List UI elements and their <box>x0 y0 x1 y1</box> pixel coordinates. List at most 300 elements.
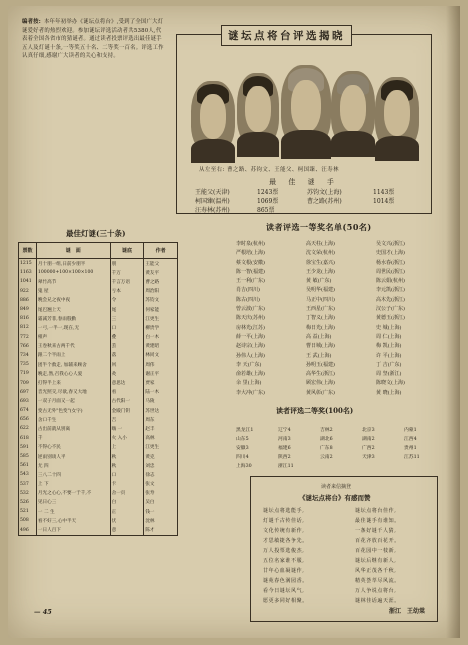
winner-name: 马正中(四川) <box>306 296 335 303</box>
poem-line: 谜坛点将台佳作, <box>355 508 397 514</box>
region-count: 四川4 <box>236 455 249 460</box>
riddle-author: 何家能 <box>144 305 178 314</box>
riddle-riddle-text: 团半个救走, 加辅来顾舍 <box>36 360 110 369</box>
region-count: 北京3 <box>362 428 375 433</box>
riddle-answer: 亏本 <box>110 287 144 296</box>
riddle-answer: 千万 <box>110 268 144 277</box>
list-item <box>236 361 448 370</box>
riddle-riddle-text: 上 下 <box>36 480 110 489</box>
region-count: 吉林2 <box>320 428 333 433</box>
table-row <box>19 525 178 535</box>
table-row <box>19 434 178 443</box>
winner-name: 俞若雄(上海) <box>236 371 265 378</box>
poem-author: 浙江 王幼棠 <box>388 608 425 615</box>
riddle-author: 沈林 <box>144 516 178 525</box>
table-row <box>19 369 178 378</box>
riddle-author: 江更生 <box>144 314 178 323</box>
table-row <box>19 516 178 525</box>
winner-name: 梅 凯(上海) <box>376 343 402 350</box>
winner-name: 周 仁(上海) <box>376 333 402 340</box>
region-count: 云南2 <box>320 455 333 460</box>
table-row <box>19 287 178 296</box>
winner-name: 房林光(江苏) <box>236 324 265 331</box>
riddle-author: 黄克 <box>144 452 178 461</box>
riddle-votes: 585 <box>19 452 37 461</box>
winner-name: 赵诗宗(上海) <box>236 343 265 350</box>
riddle-answer: 白 <box>110 498 144 507</box>
riddle-riddle-text: 三八二十四 <box>36 470 110 479</box>
list-item <box>236 352 448 361</box>
riddle-votes: 543 <box>19 470 37 479</box>
riddle-votes: 537 <box>19 480 37 489</box>
winner-name: 高天柱(上海) <box>306 241 335 247</box>
region-count: 江苏11 <box>404 455 420 460</box>
riddle-author: 曹之路 <box>144 277 178 286</box>
winner-name: 沈文荣(杭州) <box>306 250 335 257</box>
riddle-answer: 千言万语 <box>110 277 144 286</box>
poem-kicker: 读者来信摘登 <box>321 484 352 490</box>
winner-row <box>195 187 421 196</box>
region-count: 天津3 <box>362 455 375 460</box>
region-count <box>362 462 404 471</box>
winner-name: 余 里(上海) <box>236 380 262 387</box>
winner-votes: 1143票 <box>373 189 395 196</box>
riddle-votes: 697 <box>19 388 37 397</box>
best-riddles-title: 最佳灯谜(三十条) <box>66 229 126 238</box>
region-count: 陕西2 <box>278 455 291 460</box>
list-item <box>236 462 448 471</box>
table-row <box>19 323 178 332</box>
riddle-answer: 灸 <box>110 369 144 378</box>
riddle-riddle-text: 不得心不民 <box>36 443 110 452</box>
riddle-riddle-text: 尤 四 <box>36 461 110 470</box>
winner-name: 王少龙(上海) <box>306 268 335 275</box>
table-header-row <box>19 243 178 259</box>
poem-line: 风华正茂各千秋, <box>355 568 397 574</box>
riddle-author: 柳贵学 <box>144 323 178 332</box>
table-row <box>19 378 178 387</box>
riddle-author: 钱一 <box>144 507 178 516</box>
poem-body <box>263 507 433 607</box>
riddle-answer: 夙 <box>110 360 144 369</box>
winner-name: 高木先(浙江) <box>376 296 405 303</box>
table-row <box>19 498 178 507</box>
riddle-riddle-text: 看不好三,心中半天 <box>36 516 110 525</box>
winner-name: 薛一平(上海) <box>236 333 265 340</box>
table-row <box>19 388 178 397</box>
table-row <box>19 305 178 314</box>
region-count: 安徽3 <box>236 446 249 451</box>
riddle-votes: 735 <box>19 360 37 369</box>
poem-line: 万人争说点将台, <box>355 588 397 594</box>
riddle-answer: 看 <box>110 388 144 397</box>
region-count: 山东5 <box>236 437 249 442</box>
winner-name: 黄 晓(上海) <box>376 389 402 396</box>
riddle-author: 谢正平 <box>144 369 178 378</box>
table-row <box>19 507 178 516</box>
riddle-answer: 嗨 一 <box>110 424 144 433</box>
table-row <box>19 277 178 286</box>
riddle-author: 张文 <box>144 480 178 489</box>
winner-votes: 1014票 <box>373 198 395 205</box>
winner-name: 黄德玉(浙江) <box>376 315 405 322</box>
riddle-author: 黄友平 <box>144 268 178 277</box>
column-header: 作者 <box>144 243 178 259</box>
list-item <box>236 444 448 453</box>
winner-name: 汉公子(广东) <box>376 306 405 313</box>
list-item <box>236 305 448 314</box>
riddle-answer: 尾 <box>110 305 144 314</box>
table-row <box>19 268 178 277</box>
riddle-author: 刘忠 <box>144 461 178 470</box>
winner-name: 许 平(上海) <box>376 352 402 359</box>
winner-name: 孙伟人(上海) <box>236 352 265 359</box>
best-riddles-section <box>18 228 178 616</box>
poem-line: 一条好谜千人猜, <box>355 528 397 534</box>
riddle-riddle-text: 晚走,然,召我心心人爱 <box>36 369 110 378</box>
riddle-votes: 532 <box>19 489 37 498</box>
riddle-votes: 622 <box>19 424 37 433</box>
winner-name: 杨水春(浙江) <box>376 259 405 266</box>
table-row <box>19 296 178 305</box>
winner-name: 王一利(广东) <box>236 278 265 285</box>
riddle-riddle-text: 一弓,一半一,现在,无 <box>36 323 110 332</box>
riddle-riddle-text: 一日人百下 <box>36 525 110 535</box>
riddle-answer: 上 <box>110 443 144 452</box>
riddle-riddle-text: 跟二个半雨上 <box>36 351 110 360</box>
riddle-riddle-text: 霜减芳菲,春雨殷勤 <box>36 314 110 323</box>
region-count <box>404 462 446 471</box>
second-prize-list <box>236 426 448 471</box>
photo-caption: 从左至右: 曹之路、苏钧文、王能父、柯国臻、汪寿林 <box>199 167 340 173</box>
riddle-answer: 吉 <box>110 415 144 424</box>
winner-name: 蔡文根(安徽) <box>236 259 265 266</box>
table-row <box>19 342 178 351</box>
portrait-5 <box>375 77 419 151</box>
poem-line: 文化传统有新作, <box>263 528 305 534</box>
region-count <box>320 462 362 471</box>
poem-line: 才思敏捷各争先。 <box>263 538 308 544</box>
winner-name: 王西星(广东) <box>306 306 335 313</box>
winner-name: 徐宝生(嘉兴) <box>306 259 335 266</box>
poem-line: 最佳谜手有谁知。 <box>355 518 400 524</box>
riddle-riddle-text: 舍口千生 <box>36 415 110 424</box>
riddle-answer: 意思达 <box>110 378 144 387</box>
riddle-riddle-text: 音光照交,尽欲,春又大地 <box>36 388 110 397</box>
riddle-riddle-text: 翠竹高节 <box>36 277 110 286</box>
poem-column <box>355 507 433 607</box>
list-item <box>236 324 448 333</box>
riddle-votes: 1041 <box>19 277 37 286</box>
poem-line: 谜坛后继有新人, <box>355 558 397 564</box>
table-row <box>19 489 178 498</box>
list-item <box>236 240 448 249</box>
winner-name: 吴明华(福建) <box>306 287 335 294</box>
riddle-votes: 922 <box>19 287 37 296</box>
table-row <box>19 314 178 323</box>
winner-name: 周 坚(浙江) <box>376 371 402 378</box>
riddle-votes: 772 <box>19 333 37 342</box>
list-item <box>236 259 448 268</box>
riddle-riddle-text: 100000+100×100×100 <box>36 268 110 277</box>
riddle-author: 赵丰 <box>144 424 178 433</box>
riddle-votes: 766 <box>19 342 37 351</box>
riddle-author: 张寿 <box>144 489 178 498</box>
region-count: 湖南2 <box>362 437 375 442</box>
poem-line: 百花齐放百花开。 <box>355 538 400 544</box>
results-box <box>176 30 432 214</box>
first-prize-list <box>236 240 448 398</box>
table-row <box>19 480 178 489</box>
winner-name: 陈一智(福建) <box>236 268 265 275</box>
portrait-4 <box>331 71 375 147</box>
list-item <box>236 370 448 379</box>
riddle-author: 徐志 <box>144 470 178 479</box>
riddle-answer: 秋 <box>110 461 144 470</box>
table-row <box>19 351 178 360</box>
table-row <box>19 406 178 415</box>
winner-name: 李时泉(杭州) <box>236 241 265 247</box>
region-count: 内蒙1 <box>404 428 417 433</box>
riddle-answer: 落 <box>110 351 144 360</box>
table-row <box>19 424 178 433</box>
poem-line: 百花园中一枝新, <box>355 548 397 554</box>
region-count: 黑龙江1 <box>236 428 254 433</box>
region-count: 福建6 <box>278 446 291 451</box>
riddle-author: 周东 <box>144 415 178 424</box>
riddle-answer: 金殿门钥 <box>110 406 144 415</box>
riddle-author: 林同文 <box>144 351 178 360</box>
riddle-riddle-text: 见日心三 <box>36 498 110 507</box>
poem-line: 愿更多同好相聚。 <box>263 598 308 604</box>
riddle-riddle-text: 相声 <box>36 333 110 342</box>
riddle-answer: 意 <box>110 525 144 535</box>
riddle-riddle-text: 古出前就从别离 <box>36 424 110 433</box>
riddle-votes: 1163 <box>19 268 37 277</box>
table-row <box>19 259 178 269</box>
list-item <box>236 333 448 342</box>
portrait-1 <box>191 81 235 153</box>
winner-name: 曾云波(广东) <box>236 306 265 313</box>
riddle-votes: 816 <box>19 314 37 323</box>
winner-name: 丁智义(上海) <box>306 315 335 322</box>
riddle-riddle-text: 变古无外"色变"(女字) <box>36 406 110 415</box>
column-header: 票数 <box>19 243 37 259</box>
winner-name: 史 城(上海) <box>376 324 402 331</box>
region-count: 贵州1 <box>404 446 417 451</box>
table-row <box>19 333 178 342</box>
riddle-answer: 丢 <box>110 342 144 351</box>
riddle-answer: 古代阳一 <box>110 397 144 406</box>
portrait-photo <box>187 57 421 157</box>
winner-name: 柯国臻(温州) <box>195 198 230 205</box>
second-prize-title: 读者评选二等奖(100名) <box>276 406 354 415</box>
list-item <box>236 268 448 277</box>
riddle-answer: 正 <box>110 507 144 516</box>
riddle-votes: 656 <box>19 415 37 424</box>
poem-title: 《谜坛点将台》有感而赞 <box>299 494 371 502</box>
portrait-2 <box>237 73 279 147</box>
winner-name: 陈云娟(杭州) <box>376 278 405 285</box>
riddle-author: 陈才 <box>144 525 178 535</box>
winner-name: 顾宏伟(上海) <box>306 380 335 387</box>
first-prize-title: 读者评选一等奖名单(50名) <box>266 222 372 232</box>
winner-name: 吴文兴(浙江) <box>376 241 405 247</box>
list-item <box>236 314 448 323</box>
winner-name: 肖吉(四川) <box>236 287 260 294</box>
riddle-author: 白一木 <box>144 333 178 342</box>
winner-votes: 1243票 <box>257 189 279 196</box>
winner-row <box>195 196 421 205</box>
winner-name: 黄风彰(广东) <box>306 389 335 396</box>
poem-line: 灯谜千古传佳话, <box>263 518 305 524</box>
reader-poem-box <box>250 476 438 622</box>
table-row <box>19 470 178 479</box>
winner-name: 陈古(四川) <box>236 296 260 303</box>
magazine-page <box>8 6 460 638</box>
winner-name: 李大冲(广东) <box>236 389 265 396</box>
winner-votes: 1069票 <box>257 198 279 205</box>
riddle-votes: 734 <box>19 351 37 360</box>
riddle-votes: 886 <box>19 296 37 305</box>
riddle-author: 贾家 <box>144 378 178 387</box>
best-solvers-heading: 最 佳 谜 手 <box>269 178 339 186</box>
riddle-answer: 卡 <box>110 480 144 489</box>
riddle-answer: 火 入小 <box>110 434 144 443</box>
riddle-author: 黄建昭 <box>144 342 178 351</box>
riddle-answer: 叠 <box>110 333 144 342</box>
poem-line: 谜苑春色满园香。 <box>263 578 308 584</box>
list-item <box>236 296 448 305</box>
table-row <box>19 443 178 452</box>
riddle-votes: 674 <box>19 406 37 415</box>
region-count: 上海30 <box>236 464 252 469</box>
riddle-riddle-text: 千 <box>36 434 110 443</box>
table-row <box>19 397 178 406</box>
riddle-answer: 朋 <box>110 259 144 269</box>
riddle-votes: 496 <box>19 525 37 535</box>
riddle-author: 苏世达 <box>144 406 178 415</box>
winner-name: 陈晓文(上海) <box>376 380 405 387</box>
region-count: 河南3 <box>278 437 291 442</box>
winner-votes: 865票 <box>257 207 275 214</box>
riddle-votes: 591 <box>19 443 37 452</box>
riddle-votes: 1215 <box>19 259 37 269</box>
winner-name: 汪寿林(苏州) <box>195 207 230 214</box>
list-item <box>236 453 448 462</box>
table-row <box>19 452 178 461</box>
poem-line: 谜坛点将选能手, <box>263 508 305 514</box>
list-item <box>236 286 448 295</box>
riddle-riddle-text: 一 二 生 <box>36 507 110 516</box>
region-count: 江西4 <box>404 437 417 442</box>
riddle-riddle-text: 一双子月面又一起 <box>36 397 110 406</box>
region-count: 湖北6 <box>320 437 333 442</box>
results-title: 谜坛点将台评选揭晓 <box>221 25 352 46</box>
riddle-answer: 三 <box>110 314 144 323</box>
riddle-author: 陆一木 <box>144 388 178 397</box>
riddle-answer: 舍一页 <box>110 489 144 498</box>
riddle-author: 马陵 <box>144 397 178 406</box>
riddle-author: 周伟 <box>144 360 178 369</box>
riddle-author: 江更生 <box>144 443 178 452</box>
riddle-votes: 693 <box>19 397 37 406</box>
winner-name: 梅日光(上海) <box>306 324 335 331</box>
list-item <box>236 379 448 388</box>
winner-name: 高华生(浙江) <box>306 371 335 378</box>
riddle-author: 苏钧文 <box>144 296 178 305</box>
winner-name: 李元凯(浙江) <box>376 287 405 294</box>
winner-name: 严根培(上海) <box>236 250 265 257</box>
portrait-3 <box>281 65 331 149</box>
riddle-votes: 709 <box>19 378 37 387</box>
poem-line: 看今日谜坛风气, <box>263 588 305 594</box>
poem-line: 廿年心血凝谜作, <box>263 568 305 574</box>
riddle-author: 周治阳 <box>144 287 178 296</box>
poem-line: 万人投票选俊杰, <box>263 548 305 554</box>
winner-name: 陈天庆(苏州) <box>236 315 265 322</box>
riddle-votes: 526 <box>19 498 37 507</box>
riddle-answer: 秋 <box>110 452 144 461</box>
region-count: 辽宁4 <box>278 428 291 433</box>
riddle-votes: 812 <box>19 323 37 332</box>
riddle-riddle-text: 鬼 屋 <box>36 287 110 296</box>
table-row <box>19 415 178 424</box>
riddle-answer: 口 <box>110 470 144 479</box>
list-item <box>236 277 448 286</box>
region-count: 浙江11 <box>278 464 294 469</box>
riddle-votes: 561 <box>19 461 37 470</box>
table-row <box>19 360 178 369</box>
column-header: 谜底 <box>110 243 144 259</box>
riddle-riddle-text: 王卷秋来古两千代 <box>36 342 110 351</box>
riddle-votes: 849 <box>19 305 37 314</box>
editor-note-label: 编者按: <box>22 19 41 25</box>
riddle-votes: 719 <box>19 369 37 378</box>
list-item <box>236 342 448 351</box>
winner-name: 苏钧文(上海) <box>307 189 342 196</box>
page-number: — 45 <box>34 608 52 616</box>
riddle-answer: 伏 <box>110 516 144 525</box>
column-header: 谜 面 <box>36 243 110 259</box>
region-count: 广东8 <box>320 446 333 451</box>
table-row <box>19 461 178 470</box>
riddle-riddle-text: 晚会兄之夜中夜 <box>36 296 110 305</box>
list-item <box>236 426 448 435</box>
riddle-votes: 508 <box>19 516 37 525</box>
riddle-votes: 618 <box>19 434 37 443</box>
poem-line: 五位名家谁不服, <box>263 558 305 564</box>
winner-name: 曹日城(上海) <box>306 343 335 350</box>
riddle-answer: 口 <box>110 323 144 332</box>
riddle-riddle-text: 月光之心心,不要一于千,不 <box>36 489 110 498</box>
editor-note-text: 本年年初举办《谜坛点将台》,受到了全国广大灯谜爱好者的热烈欢迎。参加谜坛评选活动者共5380人,代表着全国各省市的猜谜者。通过读者投票评选出最佳谜手五人及灯谜十条,一等奖五十名、二等奖一百名。评选工作认真仔细,感谢广大读者的关心和支持。 <box>22 19 164 60</box>
winner-name: 黄 敏(广东) <box>306 278 332 285</box>
riddle-author: 吴白 <box>144 498 178 507</box>
poem-line: 谜林佳话遍天涯。 <box>355 598 400 604</box>
riddle-answer: 令 <box>110 296 144 305</box>
riddle-votes: 521 <box>19 507 37 516</box>
winner-name: 孙明玉(福建) <box>306 361 335 368</box>
list-item <box>236 389 448 398</box>
riddle-riddle-text: 打得半上来 <box>36 378 110 387</box>
winner-name: 李 天(广东) <box>236 361 262 368</box>
list-item <box>236 249 448 258</box>
winner-name: 王 武(上海) <box>306 352 332 359</box>
winner-name: 史国才(上海) <box>376 250 405 257</box>
riddle-riddle-text: 逆雨别谈人平 <box>36 452 110 461</box>
list-item <box>236 435 448 444</box>
